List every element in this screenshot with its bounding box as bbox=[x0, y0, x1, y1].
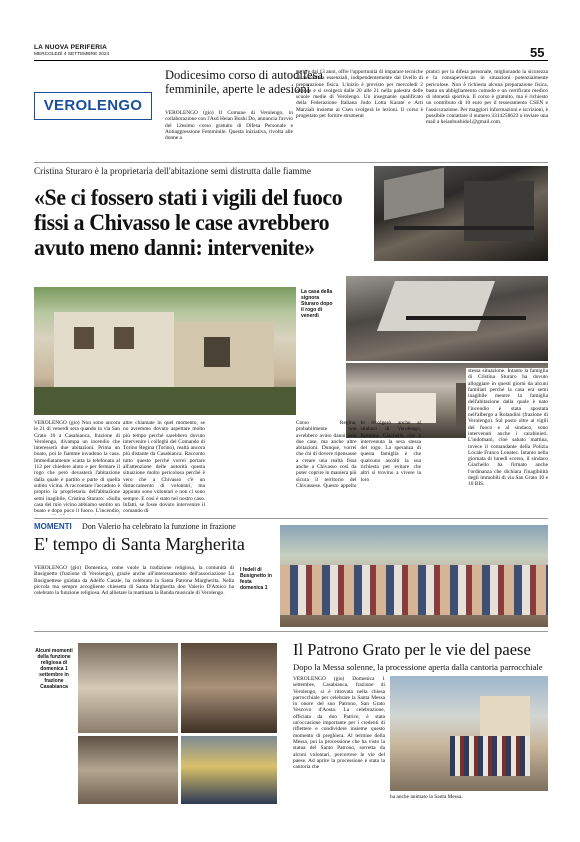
casabianca-photo-4 bbox=[181, 736, 277, 804]
a4-body: VEROLENGO (gio) Domenica 1 settembre, Casabianca, frazione di Verolengo, si è ritrovata nella chiesa parrocchiale per celebrare la Santa Messa in onore del suo Patrono, San Grato Vescovo d'Aosta. La celebrazione, officiata da don Patrice, è stata un'occasione importante per i credenti di riflettere e condividere insieme questo momento di preghiera. Al termine della Messa, poi la processione che ha visto la statua del Santo Patrono, sorretta da alcuni volontari, percorrere le vie del paese. Ad aprire la processione è stata la cantoria che bbox=[293, 676, 385, 771]
fire-photo-roof bbox=[346, 276, 548, 361]
a3-title: E' tempo di Santa Margherita bbox=[34, 534, 245, 554]
rule bbox=[34, 631, 548, 632]
casabianca-photo-2 bbox=[181, 643, 277, 733]
a3-kicker-tag: MOMENTI bbox=[34, 522, 72, 531]
fire-photo-top bbox=[374, 166, 548, 261]
a4-subtitle: Dopo la Messa solenne, la processione aperta dalla cantoria parrocchiale bbox=[293, 662, 543, 672]
procession-photo bbox=[390, 676, 548, 791]
masthead-date: MERCOLEDÌ 4 SETTEMBRE 2024 bbox=[34, 52, 110, 57]
rule bbox=[34, 162, 548, 163]
a2-col2: altre chiamate in quel momento, se no avremmo dovuto aspettare molto più tempo perché sarebbero dovuto intervenire i colleghi del Comando di Torino Regina (Torino), realtà ancora più distante da Casabianca. Racconto tutto questo perché vorrei portare all'attenzione delle autorità questa situazione molto pericolosa perché è vero che a Chivasso c'è un distaccamento di volontari, ma appunto sono volontari e non ci sono sempre. E così è stato nel nostro caso. Infatti, se fosse dovuto intervenire il comando di bbox=[123, 420, 205, 515]
a2-col3: Corso Regina, probabilmente non avrebbero avuto danni solo due case, ma anche altre abitazioni. Dunque, vorrei che chi di dovere ripensasse a creare una realtà fissa anche a Chivasso così da poter coprire in maniera più sicura il territorio del Chivassese. Questo appello lo rivolgerò anche al sindaco di Verolengo, Rosanna Giachello che è intervenuta la sera stessa del rogo. La speranza di questa famiglia è che qualcuno ascolti la sua richiesta per evitare che altri si trovino a vivere la loro bbox=[296, 420, 421, 489]
section-label: VEROLENGO bbox=[34, 92, 152, 120]
casabianca-photo-3 bbox=[78, 736, 178, 804]
a2-col4: stessa situazione. Intanto la famiglia di Cristina Sturaro ha dovuto alloggiare in questi giorni da alcuni familiari perché la casa era semi inagibile mentre la famiglia dell'abitazione dalla quale è nato l'incendio è stata spostata nell'albergo a Rolandini (frazione di Verolengo). Sul posto oltre ai vigili del fuoco e al sindaco, sono intervenuti anche i carabinieri. L'indomani, cioè sabato mattina, invece il comandante della Polizia Locale Franco Lonatec. Intanto nella giornata di lunedì scorso, il sindaco Giachello ha firmato anche l'ordinanza che dichiara l'inagibilità degli immobili di via San Grato 10 e 10 BIS. bbox=[466, 368, 548, 515]
a2-kicker: Cristina Sturaro è la proprietaria dell'abitazione semi distrutta dalle fiamme bbox=[34, 166, 311, 176]
a3-photo-caption: I fedeli di Busignetto in festa domenica 1 bbox=[240, 567, 272, 591]
a4-body-tail: ha anche animato la Santa Messa. bbox=[390, 794, 463, 800]
casabianca-photo-1 bbox=[78, 643, 178, 733]
page-number: 55 bbox=[530, 45, 545, 60]
a3-kicker: Don Valerio ha celebrato la funzione in frazione bbox=[82, 522, 236, 531]
a2-title: «Se ci fossero stati i vigili del fuoco fissi a Chivasso le case avrebbero avuto meno danni: intervenite» bbox=[34, 185, 343, 260]
rule bbox=[34, 518, 548, 519]
busignetto-photo bbox=[280, 525, 548, 627]
a2-photo-caption: La casa della signora Sturaro dopo il rogo di venerdì bbox=[301, 289, 333, 319]
masthead-rule bbox=[34, 60, 548, 61]
a3-body: VEROLENGO (gio) Domenica, come vuole la tradizione religiosa, la comunità di Busignetto (frazione di Verolengo), grazie anche all'interessamento dell'associazione La Busignettese guidata da Adelfo Casale, ha celebrato la Santa Patrona Margherita. Nella piccola ma sempre accogliente chiesetta di Santa Margherita don Valerio D'Amico ha celebrato la funzione religiosa. Ad allietare la mattinata la Banda musicale di Verolengo. bbox=[34, 565, 234, 597]
a3-photo2-caption: Alcuni momenti della funzione religiosa di domenica 1 settembre in frazione Casabianca bbox=[35, 648, 73, 690]
masthead-paper: LA NUOVA PERIFERIA bbox=[34, 44, 108, 51]
a1-col2: partire dai 13 anni, offre l'opportunità di imparare tecniche di autodifesa essenziali, indipendentemente dal livello di preparazione fisica. L'inizio è previsto per mercoledì 2 ottobre e si svolgerà dalle 20 alle 21 nella palestra delle scuole medie di Verolengo. Un insegnante qualificato della Federazione Italiana Judo Lotta Karate e Arti Marziali insieme ai Csen svolgerà le lezioni. Il corso è progettato per fornire strumenti bbox=[296, 69, 423, 120]
a1-col1: VEROLENGO (gio) Il Comune di Verolengo, in collaborazione con l'Asd Heian Bushi Do, annuncia l'avvio del 12esimo corso gratuito di Difesa Personale e Antiaggressione Femminile. Questa iniziativa, rivolta alle donne a bbox=[165, 110, 293, 142]
house-photo bbox=[34, 287, 296, 415]
a1-col3: pratici per la difesa personale, migliorando la sicurezza e la consapevolezza in situazioni potenzialmente pericolose. Non è richiesta alcuna preparazione fisica, basta un abbigliamento comodo e un certificato medico di idoneità sportiva. Il corso è gratuito, ma è richiesto un contributo di 10 euro per il tesseramento CSEN e l'assicurazione. Per maggiori informazioni e iscrizioni, è possibile contattare il numero 3314258623 o inviare una mail a heianbushido1@gmail.com. bbox=[426, 69, 548, 126]
a1-title: Dodicesimo corso di autodifesa femminile, aperte le adesioni bbox=[165, 68, 323, 96]
a2-col1-text: VEROLENGO (gio) Non sono ancora le 21 di venerdì sera quando in via San Grato 10 a Casabianca, frazione di Verolengo, divampa un incendio che interesserà due abitazioni. Prima un boato, poi le fiamme invadono la casa. Immediatamente scatta la telefonata al 112 per chiedere aiuto e per fermare il rogo che però devasterà l'abitazione dalla quale è partito e parte di quella subito vicina. A raccontare l'accaduto è proprio la proprietaria dell'abitazione semi inagibile, Cristina Sturaro: «Sulla casa del mio vicino abbiamo sentito un boato e dopo poco il fuoco. L'incendio, bbox=[34, 420, 120, 515]
a4-title: Il Patrono Grato per le vie del paese bbox=[293, 640, 531, 659]
